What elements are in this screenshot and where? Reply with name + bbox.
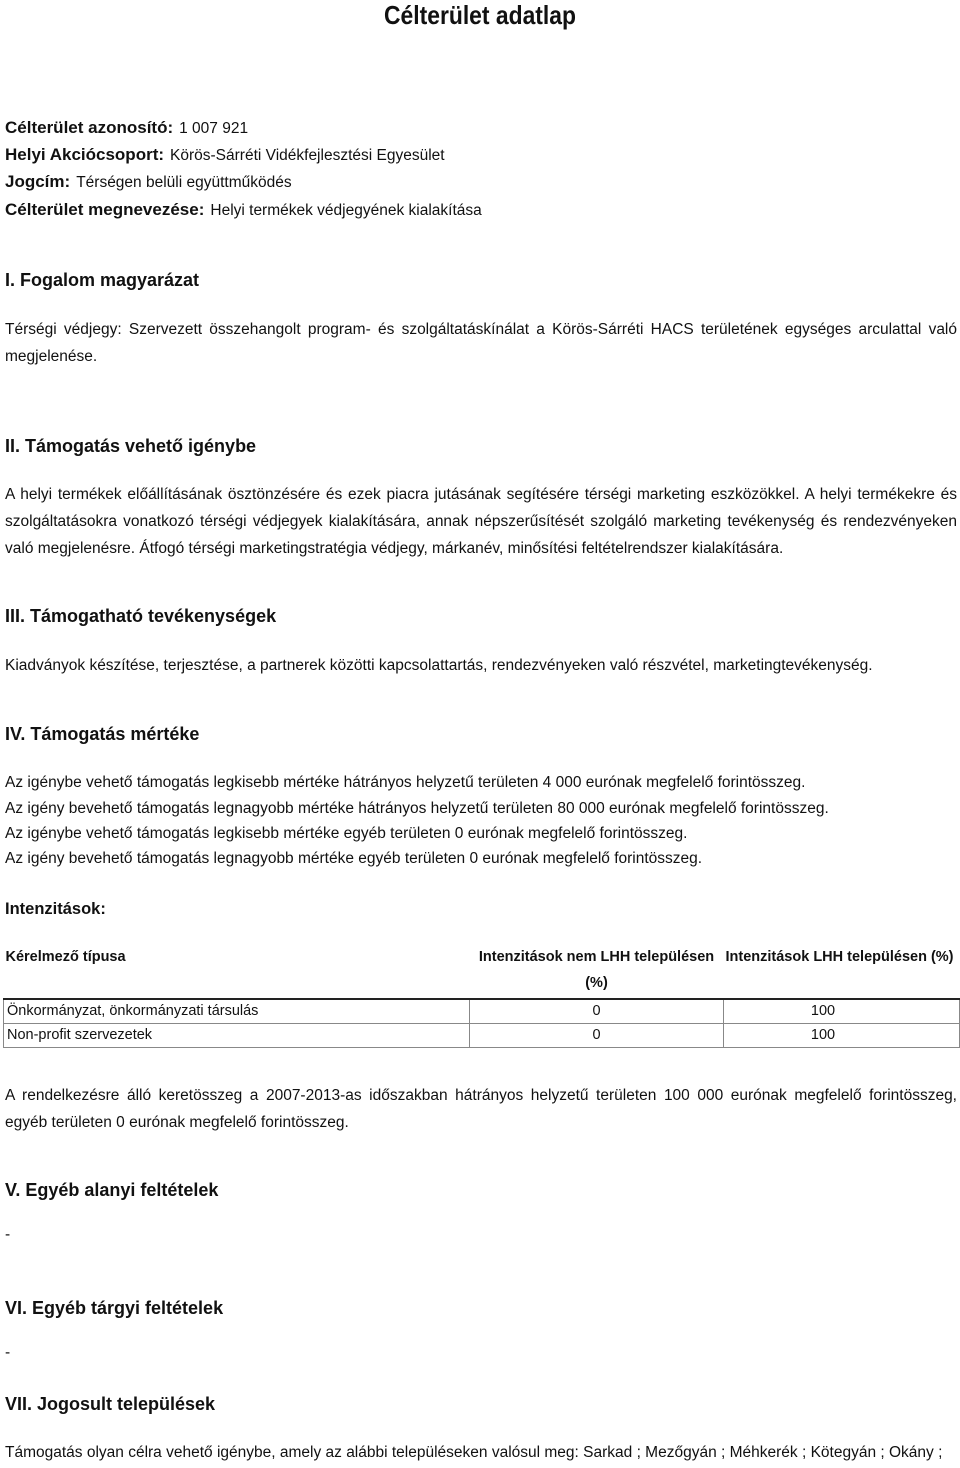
intensity-heading: Intenzitások: bbox=[5, 900, 106, 918]
meta-id-value: 1 007 921 bbox=[179, 120, 249, 137]
meta-id-row bbox=[5, 118, 248, 138]
table-cell-type: Önkormányzat, önkormányzati társulás bbox=[4, 999, 470, 1024]
meta-jogcim-value: Térségen belüli együttműködés bbox=[76, 174, 292, 191]
table-row bbox=[4, 999, 960, 1024]
budget-text: A rendelkezésre álló keretösszeg a 2007-2013-as időszakban hátrányos helyzetű területen 100 000 eurónak megfelelő forintösszeg, egyéb területen 0 eurónak megfelelő forintösszeg. bbox=[5, 1087, 957, 1131]
section-5-text: - bbox=[5, 1226, 11, 1243]
page-title: Célterület adatlap bbox=[383, 0, 576, 30]
section-6-heading: VI. Egyéb tárgyi feltételek bbox=[5, 1298, 224, 1318]
table-cell-non-lhh: 0 bbox=[470, 1024, 724, 1048]
section-2-text: A helyi termékek előállításának ösztönzésére és ezek piacra jutásának segítésére térségi marketing eszközökkel. A helyi termékekre és szolgáltatásokra vonatkozó térségi védjegyek kialakítására, annak népszerűsítését szolgáló marketing tevékenység és rendezvényeken való megjelenésre. Átfogó térségi marketingstratégia védjegy, márkanév, minősítési feltételrendszer kialakítására. bbox=[5, 486, 957, 557]
table-cell-lhh: 100 bbox=[724, 1024, 960, 1048]
section-3-text: Kiadványok készítése, terjesztése, a partnerek közötti kapcsolattartás, rendezvényeken való részvétel, marketingtevékenység. bbox=[5, 657, 873, 674]
meta-group-row bbox=[5, 145, 445, 165]
meta-group-value: Körös-Sárréti Vidékfejlesztési Egyesület bbox=[170, 147, 445, 164]
table-cell-type: Non-profit szervezetek bbox=[4, 1024, 470, 1048]
section-3-heading: III. Támogatható tevékenységek bbox=[5, 606, 277, 626]
meta-name-row bbox=[5, 200, 482, 220]
table-header-non-lhh: Intenzitások nem LHH településen (%) bbox=[470, 940, 724, 999]
support-min-lhh: Az igénybe vehető támogatás legkisebb mértéke hátrányos helyzetű területen 4 000 eurónak megfelelő forintösszeg. bbox=[5, 774, 806, 791]
section-7-text: Támogatás olyan célra vehető igénybe, amely az alábbi településeken valósul meg: Sarkad ; Mezőgyán ; Méhkerék ; Kötegyán ; Okány ; bbox=[5, 1444, 943, 1461]
intensity-table bbox=[3, 940, 960, 1048]
meta-id-label: Célterület azonosító: bbox=[5, 118, 174, 137]
meta-name-label: Célterület megnevezése: bbox=[5, 200, 205, 219]
table-cell-non-lhh: 0 bbox=[470, 999, 724, 1024]
table-header-type: Kérelmező típusa bbox=[4, 940, 470, 999]
meta-name-value: Helyi termékek védjegyének kialakítása bbox=[210, 202, 482, 219]
table-header-lhh: Intenzitások LHH településen (%) bbox=[724, 940, 960, 999]
section-1-heading: I. Fogalom magyarázat bbox=[5, 270, 200, 290]
support-min-other: Az igénybe vehető támogatás legkisebb mértéke egyéb területen 0 eurónak megfelelő forintösszeg. bbox=[5, 825, 688, 842]
section-5-heading: V. Egyéb alanyi feltételek bbox=[5, 1180, 219, 1200]
section-2-heading: II. Támogatás vehető igénybe bbox=[5, 436, 257, 456]
meta-jogcim-row bbox=[5, 172, 292, 192]
support-max-other: Az igény bevehető támogatás legnagyobb mértéke egyéb területen 0 eurónak megfelelő forintösszeg. bbox=[5, 850, 703, 867]
meta-jogcim-label: Jogcím: bbox=[5, 172, 71, 191]
meta-group-label: Helyi Akciócsoport: bbox=[5, 145, 165, 164]
support-max-lhh: Az igény bevehető támogatás legnagyobb mértéke hátrányos helyzetű területen 80 000 eurónak megfelelő forintösszeg. bbox=[5, 800, 829, 817]
table-header-row bbox=[4, 940, 960, 999]
section-6-text: - bbox=[5, 1344, 11, 1361]
section-4-heading: IV. Támogatás mértéke bbox=[5, 724, 200, 744]
section-7-heading: VII. Jogosult települések bbox=[5, 1394, 216, 1414]
table-cell-lhh: 100 bbox=[724, 999, 960, 1024]
section-1-text: Térségi védjegy: Szervezett összehangolt program- és szolgáltatáskínálat a Körös-Sárréti HACS területének egységes arculattal való megjelenése. bbox=[5, 321, 957, 365]
table-row bbox=[4, 1024, 960, 1048]
